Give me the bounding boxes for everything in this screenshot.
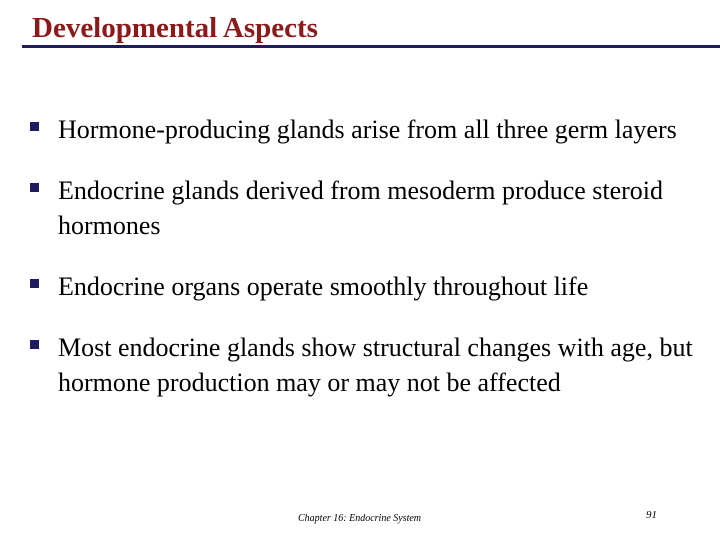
- square-bullet-icon: [30, 120, 40, 132]
- bullet-text: Hormone-producing glands arise from all three germ layers: [58, 115, 677, 144]
- bullet-item: [30, 112, 710, 147]
- slide-title: Developmental Aspects: [32, 12, 318, 44]
- page-number: 91: [646, 509, 657, 521]
- square-bullet-icon: [30, 338, 40, 350]
- bullet-text: Most endocrine glands show structural changes with age, but hormone production may or may not be affected: [58, 333, 693, 397]
- bullet-text: Endocrine organs operate smoothly throughout life: [58, 272, 589, 301]
- bullet-list: [30, 112, 710, 426]
- bullet-text: Endocrine glands derived from mesoderm produce steroid hormones: [58, 176, 664, 240]
- bullet-item: [30, 269, 710, 304]
- title-underline: [22, 45, 720, 48]
- square-bullet-icon: [30, 277, 40, 289]
- bullet-item: [30, 330, 710, 400]
- slide-footer: Chapter 16: Endocrine System: [298, 513, 422, 524]
- bullet-item: [30, 173, 710, 243]
- square-bullet-icon: [30, 181, 40, 193]
